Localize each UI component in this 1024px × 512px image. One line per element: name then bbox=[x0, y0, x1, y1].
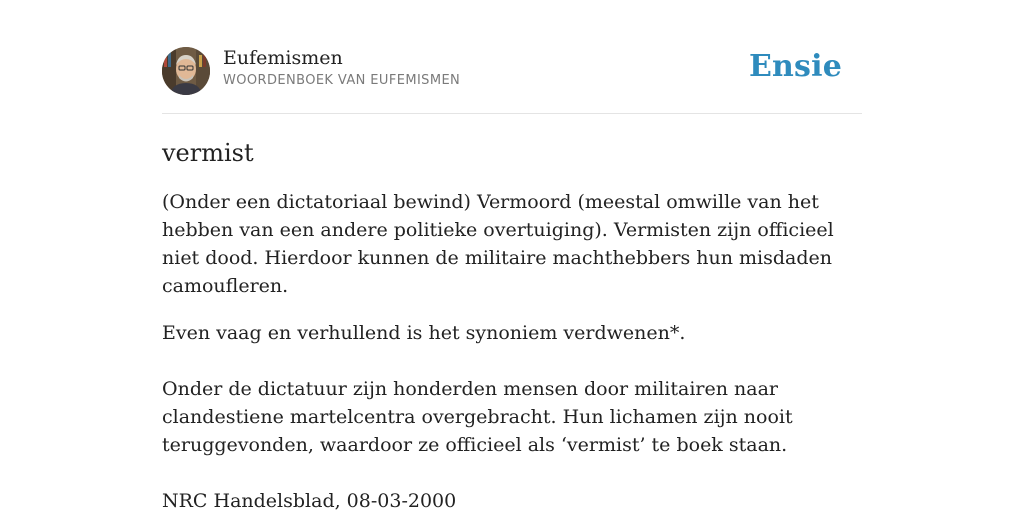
entry-synonym-note: Even vaag en verhullend is het synoniem verdwenen*. bbox=[162, 322, 686, 344]
entry-definition: (Onder een dictatoriaal bewind) Vermoord (meestal omwille van het hebben van een andere politieke overtuiging). Vermisten zijn officieel niet dood. Hierdoor kunnen de militaire machthebbers hun misdaden camoufleren. bbox=[162, 191, 834, 297]
header bbox=[162, 46, 862, 96]
entry-card bbox=[162, 0, 862, 512]
author-subtitle: WOORDENBOEK VAN EUFEMISMEN bbox=[223, 73, 461, 88]
avatar-portrait-icon bbox=[162, 47, 210, 95]
author-name[interactable]: Eufemismen bbox=[223, 47, 343, 69]
entry-source: NRC Handelsblad, 08-03-2000 bbox=[162, 490, 457, 512]
entry-example: Onder de dictatuur zijn honderden mensen door militairen naar clandestiene martelcentra overgebracht. Hun lichamen zijn nooit teruggevonden, waardoor ze officieel als ‘vermist’ te boek staan. bbox=[162, 378, 793, 456]
author-avatar[interactable] bbox=[162, 47, 210, 95]
ensie-logo[interactable]: Ensie bbox=[748, 49, 842, 84]
author-block bbox=[223, 46, 460, 88]
header-divider bbox=[162, 113, 862, 114]
entry-term: vermist bbox=[162, 139, 254, 167]
